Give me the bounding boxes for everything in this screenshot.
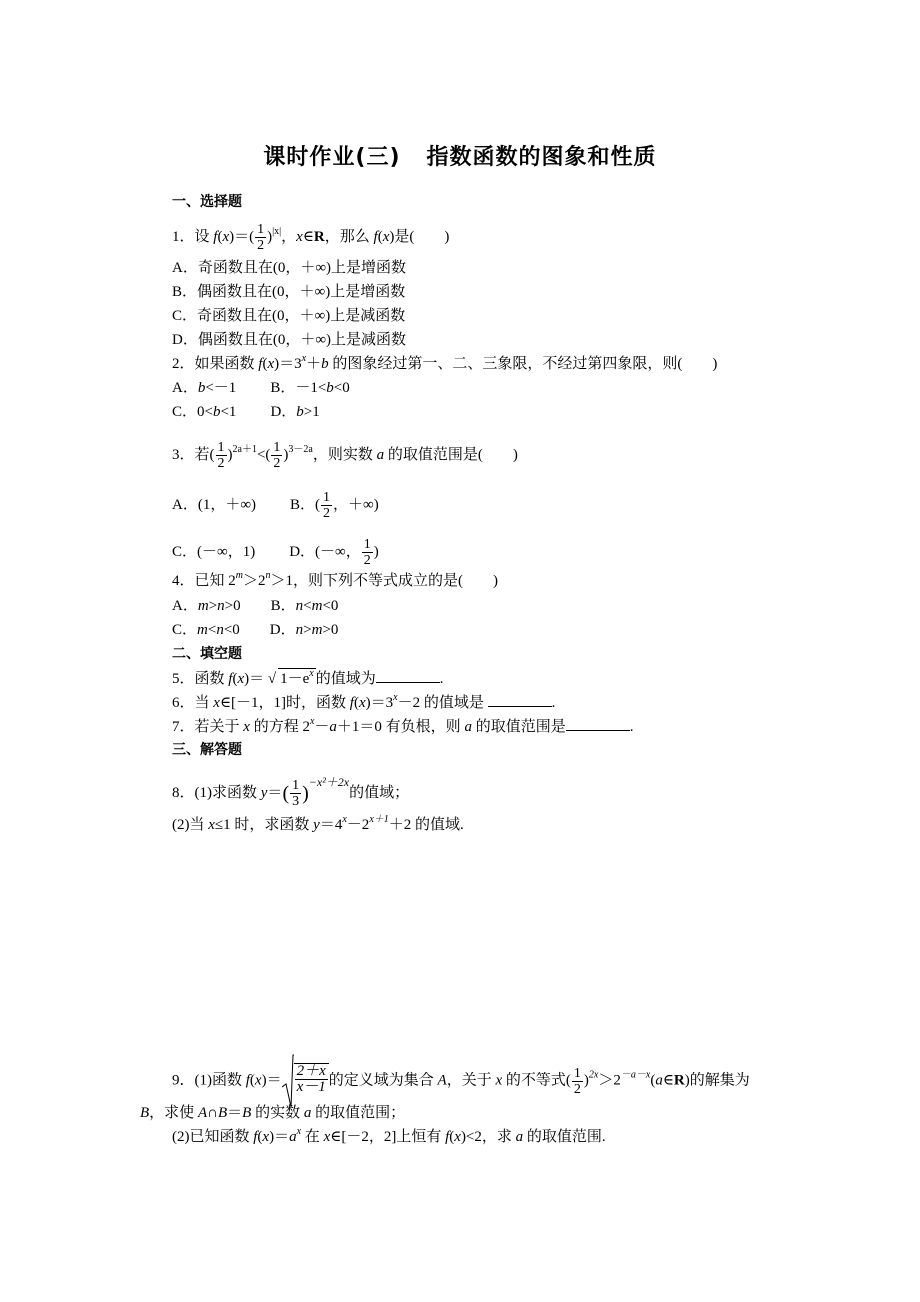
options-2cd: C．0<b<1 D．b>1 [172, 404, 320, 420]
options-4ab: A．m>n>0 B．n<m<0 [172, 598, 339, 614]
section-choice: 一、选择题 [172, 194, 242, 210]
option-1d: D．偶函数且在(0，＋∞)上是减函数 [172, 332, 407, 348]
option-1b: B．偶函数且在(0，＋∞)上是增函数 [172, 284, 406, 300]
question-3: 3．若( $\frac{1}{2}$ )$^{2a+1}$<( $\frac{1}{2}$ )$^{3-2a}$，则实数 a 的取值范围是( ) [172, 440, 518, 471]
question-1: 1．设 f(x)＝( $\frac{1}{2}$ )$^{|x|}$，x∈R，那么 f(x)是( ) [172, 222, 450, 253]
question-9-2: (2)已知函数 $f(x)=a^x$ 在 x∈[－2，2]上恒有 f(x)<2，求 a 的取值范围. [172, 1126, 606, 1145]
options-4cd: C．m<n<0 D．n>m>0 [172, 622, 339, 638]
question-8-2: (2)当 x≤1 时，求函数 $y=4^x-2^{x+1}+2$ 的值域. [172, 814, 464, 833]
options-2ab: A．b<－1 B．－1<b<0 [172, 380, 350, 396]
options-3cd: C．(－∞，1) D．(－∞， $\frac{1}{2}$ ) [172, 537, 379, 568]
question-7: 7．若关于 x 的方程 $2^x-a+1=0$ 有负根，则 a 的取值范围是 . [172, 716, 634, 735]
question-9-1-cont: B，求使 A∩B＝B 的实数 a 的取值范围； [140, 1105, 406, 1121]
question-2: 2．如果函数 $f(x)=3^x+b$ 的图象经过第一、二、三象限，不经过第四象限，则( ) [172, 353, 718, 372]
section-solve: 三、解答题 [172, 742, 242, 758]
answer-blank [566, 716, 630, 731]
option-1c: C．奇函数且在(0，＋∞)上是减函数 [172, 308, 406, 324]
question-8-1: 8．(1)求函数 y＝( $\frac{1}{3}$ )$^{-x^2+2x}$的值域； [172, 774, 410, 809]
answer-blank [488, 692, 552, 707]
question-9-1: 9．(1)函数 f(x)＝ $\frac{2+x}{x-1}$ 的定义域为集合 A，关于 x 的不等式( $\frac{1}{2}$ )$^{2x}>2^{-a-x}(a\in R)$的解集为 [172, 1053, 750, 1109]
radical-sign [282, 1053, 294, 1109]
question-4: 4．已知 $2^m>2^n>1$，则下列不等式成立的是( ) [172, 570, 499, 589]
question-5: 5．函数 f(x)＝ √ $1-e^x$ 的值域为 . [172, 668, 444, 687]
question-6: 6．当 x∈[－1，1]时，函数 $f(x)=3^x-2$ 的值域是 . [172, 692, 556, 711]
answer-blank [376, 668, 440, 683]
page-title: 课时作业(三) 指数函数的图象和性质 [263, 145, 657, 170]
section-fill: 二、填空题 [172, 646, 242, 662]
options-3ab: A．(1，＋∞) B．( $\frac{1}{2}$ ，＋∞) [172, 490, 379, 521]
option-1a: A．奇函数且在(0，＋∞)上是增函数 [172, 260, 407, 276]
